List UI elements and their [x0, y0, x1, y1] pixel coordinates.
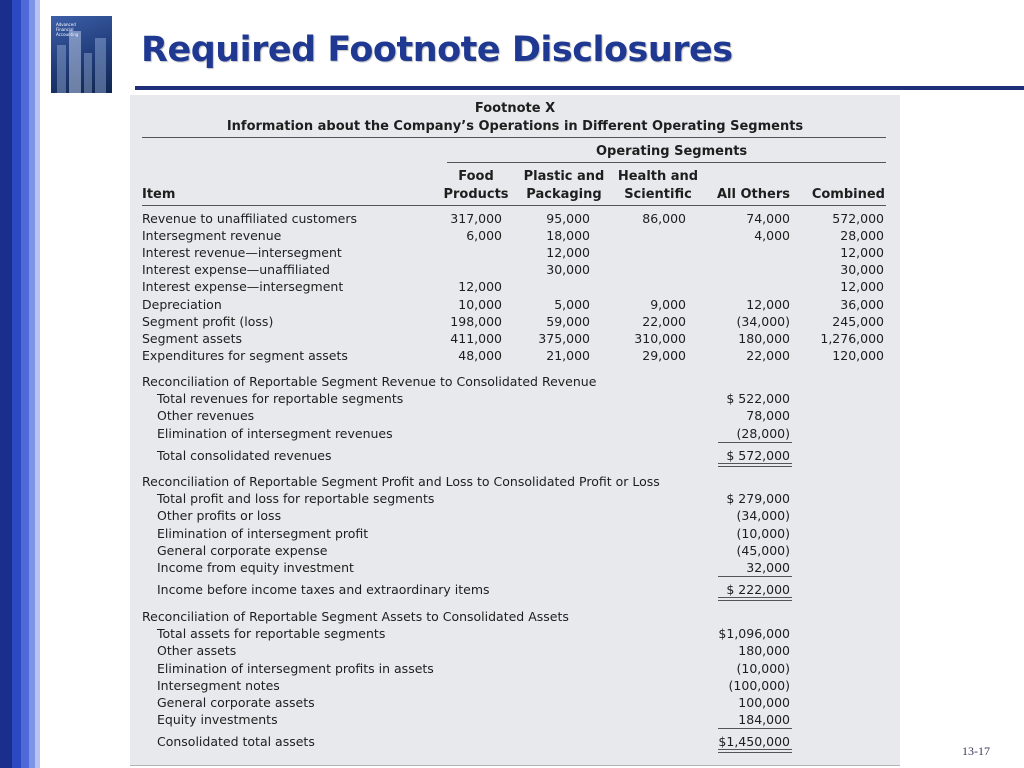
table-cell: 95,000: [546, 211, 590, 226]
table-cell: 86,000: [642, 211, 686, 226]
reconciliation-item-label: Total profit and loss for reportable segments: [157, 491, 435, 507]
table-cell: 310,000: [634, 330, 686, 346]
reconciliation-heading: Reconciliation of Reportable Segment Assets to Consolidated Assets: [142, 609, 569, 624]
column-header-food: Food: [458, 169, 494, 184]
reconciliation-heading: Reconciliation of Reportable Segment Profit and Loss to Consolidated Profit or Loss: [142, 474, 660, 489]
table-cell: 572,000: [832, 211, 884, 226]
table-row-label: Segment profit (loss): [142, 313, 274, 329]
table-cell: 28,000: [840, 228, 884, 244]
table-cell: 30,000: [840, 262, 884, 278]
footnote-subtitle: Information about the Company’s Operations in Different Operating Segments: [226, 119, 804, 134]
reconciliation-item-value: 100,000: [738, 695, 790, 710]
reconciliation-total-label: Consolidated total assets: [157, 734, 315, 750]
table-cell: 120,000: [832, 347, 884, 363]
column-header-item: Item: [142, 187, 176, 202]
table-cell: 22,000: [746, 347, 790, 363]
reconciliation-item-label: Other assets: [157, 643, 237, 659]
reconciliation-item-label: Income from equity investment: [157, 560, 354, 575]
table-cell: 4,000: [754, 228, 790, 244]
reconciliation-item-label: Elimination of intersegment revenues: [157, 425, 393, 441]
reconciliation-total-value: $ 222,000: [726, 582, 790, 598]
subtotal-rule: [718, 728, 792, 729]
table-cell: 317,000: [450, 211, 502, 226]
column-header-combined: Combined: [811, 187, 885, 202]
reconciliation-item-value: 32,000: [746, 560, 790, 575]
column-header-health: Health and: [617, 169, 699, 184]
table-cell: 29,000: [642, 347, 686, 363]
table-cell: 10,000: [458, 296, 502, 312]
reconciliation-item-value: 78,000: [746, 408, 790, 424]
reconciliation-item-label: Intersegment notes: [157, 677, 280, 693]
table-cell: 12,000: [840, 279, 884, 295]
reconciliation-item-value: (10,000): [736, 660, 790, 676]
table-cell: 48,000: [458, 347, 502, 363]
divider: [142, 205, 886, 206]
table-row-label: Interest expense—intersegment: [142, 279, 344, 295]
table-cell: 1,276,000: [820, 330, 884, 346]
title-underline: [135, 86, 1024, 90]
reconciliation-total-value: $ 572,000: [726, 447, 790, 463]
table-cell: 180,000: [738, 330, 790, 346]
reconciliation-total-label: Total consolidated revenues: [157, 447, 332, 463]
reconciliation-item-label: Other profits or loss: [157, 508, 282, 524]
reconciliation-item-value: (45,000): [736, 542, 790, 558]
total-double-rule: [718, 749, 792, 750]
table-cell: 12,000: [840, 245, 884, 261]
column-header-plastic: Plastic and: [523, 169, 605, 184]
total-double-rule: [718, 463, 792, 464]
table-cell: 375,000: [538, 330, 590, 346]
reconciliation-item-label: Total revenues for reportable segments: [157, 391, 404, 407]
reconciliation-item-label: General corporate assets: [157, 695, 315, 710]
reconciliation-heading: Reconciliation of Reportable Segment Revenue to Consolidated Revenue: [142, 374, 597, 389]
reconciliation-item-label: General corporate expense: [157, 542, 328, 558]
reconciliation-item-value: $1,096,000: [718, 626, 790, 642]
reconciliation-total-value: $1,450,000: [718, 734, 790, 750]
reconciliation-total-label: Income before income taxes and extraordinary items: [157, 582, 490, 598]
reconciliation-item-value: 180,000: [738, 643, 790, 659]
table-cell: 74,000: [746, 211, 790, 226]
table-row-label: Depreciation: [142, 296, 222, 312]
table-cell: 245,000: [832, 313, 884, 329]
table-cell: 5,000: [554, 296, 590, 312]
table-row-label: Expenditures for segment assets: [142, 347, 348, 363]
column-header-plastic: Packaging: [526, 187, 602, 202]
divider: [447, 162, 886, 163]
table-cell: 18,000: [546, 228, 590, 244]
table-cell: 22,000: [642, 313, 686, 329]
table-cell: 9,000: [650, 296, 686, 312]
subtotal-rule: [718, 442, 792, 443]
column-header-food: Products: [443, 187, 509, 202]
table-row-label: Segment assets: [142, 330, 243, 346]
table-cell: 6,000: [466, 228, 502, 244]
table-row-label: Interest expense—unaffiliated: [142, 262, 330, 278]
reconciliation-item-value: $ 522,000: [726, 391, 790, 407]
subtotal-rule: [718, 576, 792, 577]
table-row-label: Interest revenue—intersegment: [142, 245, 342, 261]
book-cover-image: [51, 16, 112, 93]
total-double-rule: [718, 466, 792, 467]
reconciliation-item-label: Elimination of intersegment profit: [157, 525, 369, 541]
left-decor-stripe: [21, 0, 29, 768]
reconciliation-item-value: (34,000): [736, 508, 790, 524]
footnote-panel: [130, 95, 900, 766]
reconciliation-item-value: (28,000): [736, 425, 790, 441]
table-cell: 411,000: [450, 330, 502, 346]
table-row-label: Intersegment revenue: [142, 228, 282, 244]
total-double-rule: [718, 600, 792, 601]
table-row-label: Revenue to unaffiliated customers: [142, 211, 358, 226]
table-cell: 21,000: [546, 347, 590, 363]
reconciliation-item-value: $ 279,000: [726, 491, 790, 507]
table-cell: 198,000: [450, 313, 502, 329]
table-cell: 30,000: [546, 262, 590, 278]
book-cover-text: Advanced Financial Accounting: [56, 22, 79, 37]
reconciliation-item-label: Elimination of intersegment profits in assets: [157, 660, 434, 676]
left-decor-stripe: [35, 0, 40, 768]
table-cell: 36,000: [840, 296, 884, 312]
column-header-health: Scientific: [624, 187, 692, 202]
column-header-all-others: All Others: [717, 187, 790, 202]
reconciliation-item-label: Total assets for reportable segments: [157, 626, 386, 642]
slide-title: Required Footnote Disclosures: [141, 30, 733, 70]
group-header: Operating Segments: [596, 144, 748, 159]
total-double-rule: [718, 597, 792, 598]
table-cell: 12,000: [746, 296, 790, 312]
reconciliation-item-value: 184,000: [738, 712, 790, 728]
total-double-rule: [718, 752, 792, 753]
table-cell: 12,000: [458, 279, 502, 295]
left-decor-stripe: [0, 0, 12, 768]
footnote-title: Footnote X: [474, 101, 556, 116]
reconciliation-item-value: (10,000): [736, 525, 790, 541]
reconciliation-item-label: Equity investments: [157, 712, 278, 728]
reconciliation-item-value: (100,000): [728, 677, 790, 693]
left-decor-stripe: [12, 0, 21, 768]
divider: [142, 137, 886, 138]
table-cell: 12,000: [546, 245, 590, 261]
reconciliation-item-label: Other revenues: [157, 408, 255, 424]
page-number: 13-17: [962, 744, 990, 758]
table-cell: (34,000): [736, 313, 790, 329]
table-cell: 59,000: [546, 313, 590, 329]
